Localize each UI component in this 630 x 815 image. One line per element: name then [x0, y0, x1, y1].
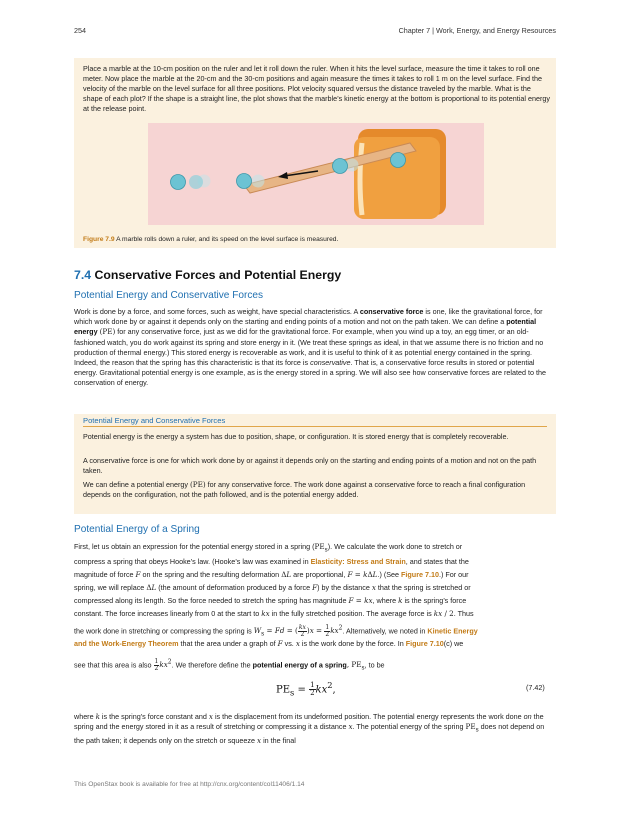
marble-ghost [189, 175, 203, 189]
key-concept-point-3: We can define a potential energy (PE) for any conservative force. The work done against a conservative force to reach a final configuration depends on the configuration, not the path followed, and is the potential energy added. [83, 480, 526, 500]
paragraph-conservative-forces: Work is done by a force, and some forces, such as weight, have special characteristics. A conservative force is one, like the gravitational force, for which work done by or against it depends only on the starting and ending points of a motion and not on the path taken. We can define a potential energy (PE) for any conservative force, just as we did for the gravitational force. For example, when you wind up a toy, an egg timer, or an old-fashioned watch, you do work against its spring and store energy in it. (We treat these springs as ideal, in that we assume there is no friction and no production of thermal energy.) This stored energy is recoverable as work, and it is useful to think of it as potential energy contained in the spring. Indeed, the reason that the spring has this characteristic is that its force is conservative. That is, a conservative force results in stored or potential energy. Gravitational potential energy is one example, as is the energy stored in a spring. We will also see how conservative forces are related to the conservation of energy. [74, 307, 546, 388]
figure-caption [83, 236, 338, 243]
spring-line-2: compress a spring that obeys Hooke’s law. (Hooke’s law was examined in Elasticity: Stress and Strain, and states that the [74, 557, 469, 566]
marble-ruler-illustration [148, 123, 484, 225]
subsection-title-spring: Potential Energy of a Spring [74, 524, 200, 535]
subsection-title-potential-energy: Potential Energy and Conservative Forces [74, 290, 264, 301]
marble-ghost [252, 175, 265, 188]
link-elasticity[interactable]: Elasticity: Stress and Strain [310, 557, 406, 566]
activity-text: Place a marble at the 10-cm position on the ruler and let it roll down the ruler. When it hits the level surface, measure the time it takes to roll one meter. Now place the marble at the 20-cm and the 30-cm positions and again measure the times it takes to roll 1 m on the level surface. Find the velocity of the marble on the level surface for all three positions. Plot velocity squared versus the distance traveled by the marble. What is the shape of each plot? If the shape is a straight line, the plot shows that the marble’s kinetic energy at the bottom is proportional to its potential energy at the release point. [83, 64, 550, 114]
section-title-text: Conservative Forces and Potential Energy [94, 268, 342, 282]
link-work-energy-theorem[interactable]: and the Work-Energy Theorem [74, 639, 179, 648]
spring-line-5: compressed along its length. So the force needed to stretch the spring has magnitude F = kx, where k is the spring’s force [74, 596, 467, 605]
link-figure-7-10c[interactable]: Figure 7.10 [405, 639, 444, 648]
spring-line-7: the work done in stretching or compressing the spring is $W_s = Fd$ = ( $\frac{kx}{2}$ )x = $\frac{1}{2}$ $kx^2$. Alternatively, we noted in Kinetic Energy [74, 623, 478, 638]
link-figure-7-10[interactable]: Figure 7.10 [401, 570, 439, 579]
key-concept-point-1: Potential energy is the energy a system has due to position, shape, or configuration. It is stored energy that is completely recoverable. [83, 432, 509, 441]
spring-line-8: and the Work-Energy Theorem that the area under a graph of F vs. x is the work done by the force. In Figure 7.10(c) we [74, 639, 464, 648]
marble [333, 159, 348, 174]
spring-line-9: see that this area is also $\frac{1}{2}$ $kx^2$. We therefore define the potential energy of a spring, $PE_s$, to be [74, 657, 385, 672]
spring-line-4: spring, we will replace ΔL (the amount of deformation produced by a force F) by the distance x that the spring is stretched or [74, 583, 471, 592]
spring-line-1: First, let us obtain an expression for the potential energy stored in a spring $(PE_s)$. We calculate the work done to stretch or [74, 542, 463, 554]
marble [237, 174, 252, 189]
key-concept-point-2: A conservative force is one for which work done by or against it depends only on the starting and ending points of a motion and not on the path taken. [83, 456, 537, 476]
book-pages [360, 143, 362, 215]
figure-marble-ruler [148, 123, 484, 225]
chapter-header: Chapter 7 | Work, Energy, and Energy Resources [398, 26, 556, 35]
spring-line-6: constant. The force increases linearly from 0 at the start to kx in the fully stretched position. The average force is kx / 2. Thus [74, 609, 474, 618]
marble [171, 175, 186, 190]
figure-caption-text: A marble rolls down a ruler, and its speed on the level surface is measured. [116, 236, 339, 243]
spring-line-3: magnitude of force F on the spring and the resulting deformation ΔL are proportional, F = kΔL.) (See Figure 7.10.) For our [74, 570, 469, 579]
link-kinetic-energy[interactable]: Kinetic Energy [427, 626, 478, 636]
section-title [74, 268, 341, 282]
footer-note: This OpenStax book is available for free at http://cnx.org/content/col11406/1.14 [74, 781, 305, 788]
equation-spring-pe: $PE_s$ = $\frac{1}{2}$ $kx^2$, [276, 680, 336, 698]
key-concept-divider [83, 426, 547, 427]
marble [391, 153, 406, 168]
equation-number: (7.42) [526, 683, 545, 692]
key-concept-heading: Potential Energy and Conservative Forces [83, 416, 226, 425]
figure-label: Figure 7.9 [83, 236, 115, 243]
paragraph-spring-pe-explanation: where k is the spring’s force constant and x is the displacement from its undeformed position. The potential energy represents the work done on the spring and the energy stored in it as a result of stretching or compressing it a distance x. The potential energy of the spring $PE_s$ does not depend on the path taken; it depends only on the stretch or squeeze x in the final [74, 712, 545, 745]
page-number: 254 [74, 26, 86, 35]
section-number: 7.4 [74, 268, 92, 282]
